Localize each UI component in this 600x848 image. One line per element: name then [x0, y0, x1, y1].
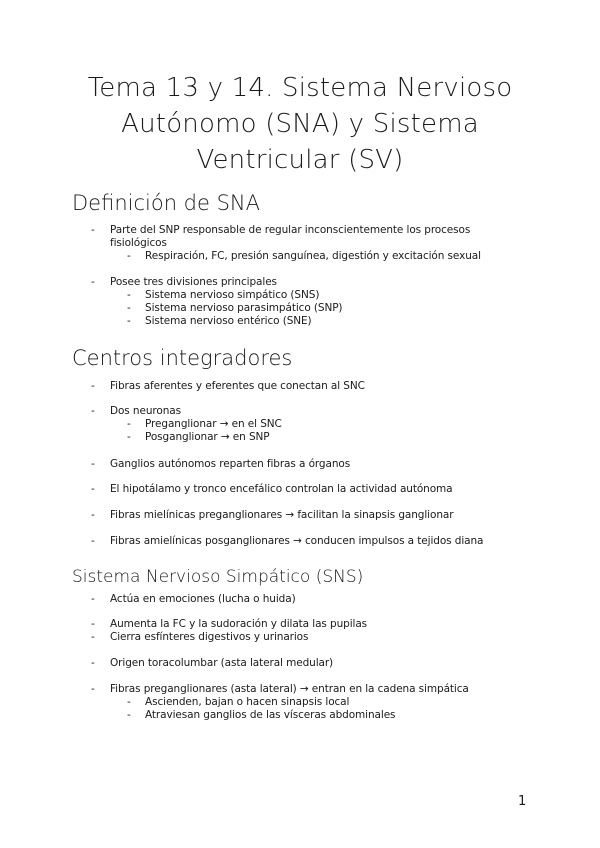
list-item-text: Fibras amielínicas posganglionares → conducen impulsos a tejidos diana: [110, 535, 484, 547]
bullet-dash: -: [91, 405, 95, 417]
bullet-dash: -: [127, 289, 131, 301]
list-item-text: Actúa en emociones (lucha o huida): [110, 593, 296, 605]
list-item-text: Ascienden, bajan o hacen sinapsis local: [145, 696, 350, 708]
list-item-text: El hipotálamo y tronco encefálico controlan la actividad autónoma: [110, 483, 453, 495]
bullet-dash: -: [91, 276, 95, 288]
list-item-text: Sistema nervioso parasimpático (SNP): [145, 302, 343, 314]
heading-sistema-nervioso-simpatico: Sistema Nervioso Simpático (SNS): [72, 567, 364, 587]
bullet-dash: -: [91, 509, 95, 521]
list-item-text: Origen toracolumbar (asta lateral medular): [110, 657, 334, 669]
list-item-text: Fibras preganglionares (asta lateral) → entran en la cadena simpática: [110, 683, 469, 695]
list-item-text: Posee tres divisiones principales: [110, 276, 277, 288]
page-number: 1: [518, 794, 527, 809]
list-item-text: Ganglios autónomos reparten fibras a órganos: [110, 458, 351, 470]
list-item-text: Atraviesan ganglios de las vísceras abdominales: [145, 709, 396, 721]
list-item-text: Posganglionar → en SNP: [145, 431, 270, 443]
bullet-dash: -: [127, 302, 131, 314]
list-item-text: Parte del SNP responsable de regular inconscientemente los procesos: [110, 224, 471, 236]
title-line-1: Tema 13 y 14. Sistema Nervioso: [87, 73, 513, 103]
list-item-text: Sistema nervioso simpático (SNS): [145, 289, 320, 301]
list-item-text: Preganglionar → en el SNC: [145, 418, 282, 430]
heading-definicion-sna: Definición de SNA: [72, 191, 261, 215]
bullet-dash: -: [127, 250, 131, 262]
list-item-text: Dos neuronas: [110, 405, 181, 417]
bullet-dash: -: [91, 380, 95, 392]
document-title: [60, 70, 540, 178]
bullet-dash: -: [127, 431, 131, 443]
list-item-text: Sistema nervioso entérico (SNE): [145, 315, 312, 327]
list-item-text: fisiológicos: [110, 237, 167, 249]
bullet-dash: -: [91, 224, 95, 236]
bullet-dash: -: [91, 683, 95, 695]
bullet-dash: -: [91, 657, 95, 669]
title-line-3: Ventricular (SV): [196, 145, 404, 175]
bullet-dash: -: [91, 618, 95, 630]
bullet-dash: -: [91, 483, 95, 495]
bullet-dash: -: [91, 631, 95, 643]
bullet-dash: -: [127, 696, 131, 708]
list-item-text: Cierra esfínteres digestivos y urinarios: [110, 631, 309, 643]
bullet-dash: -: [127, 709, 131, 721]
heading-centros-integradores: Centros integradores: [72, 346, 293, 370]
bullet-dash: -: [91, 593, 95, 605]
list-item-text: Aumenta la FC y la sudoración y dilata las pupilas: [110, 618, 368, 630]
bullet-dash: -: [127, 315, 131, 327]
list-item-text: Fibras aferentes y eferentes que conectan al SNC: [110, 380, 365, 392]
list-item-text: Fibras mielínicas preganglionares → facilitan la sinapsis ganglionar: [110, 509, 454, 521]
list-item-text: Respiración, FC, presión sanguínea, digestión y excitación sexual: [145, 250, 481, 262]
bullet-dash: -: [91, 458, 95, 470]
title-line-2: Autónomo (SNA) y Sistema: [121, 109, 479, 139]
bullet-dash: -: [91, 535, 95, 547]
bullet-dash: -: [127, 418, 131, 430]
